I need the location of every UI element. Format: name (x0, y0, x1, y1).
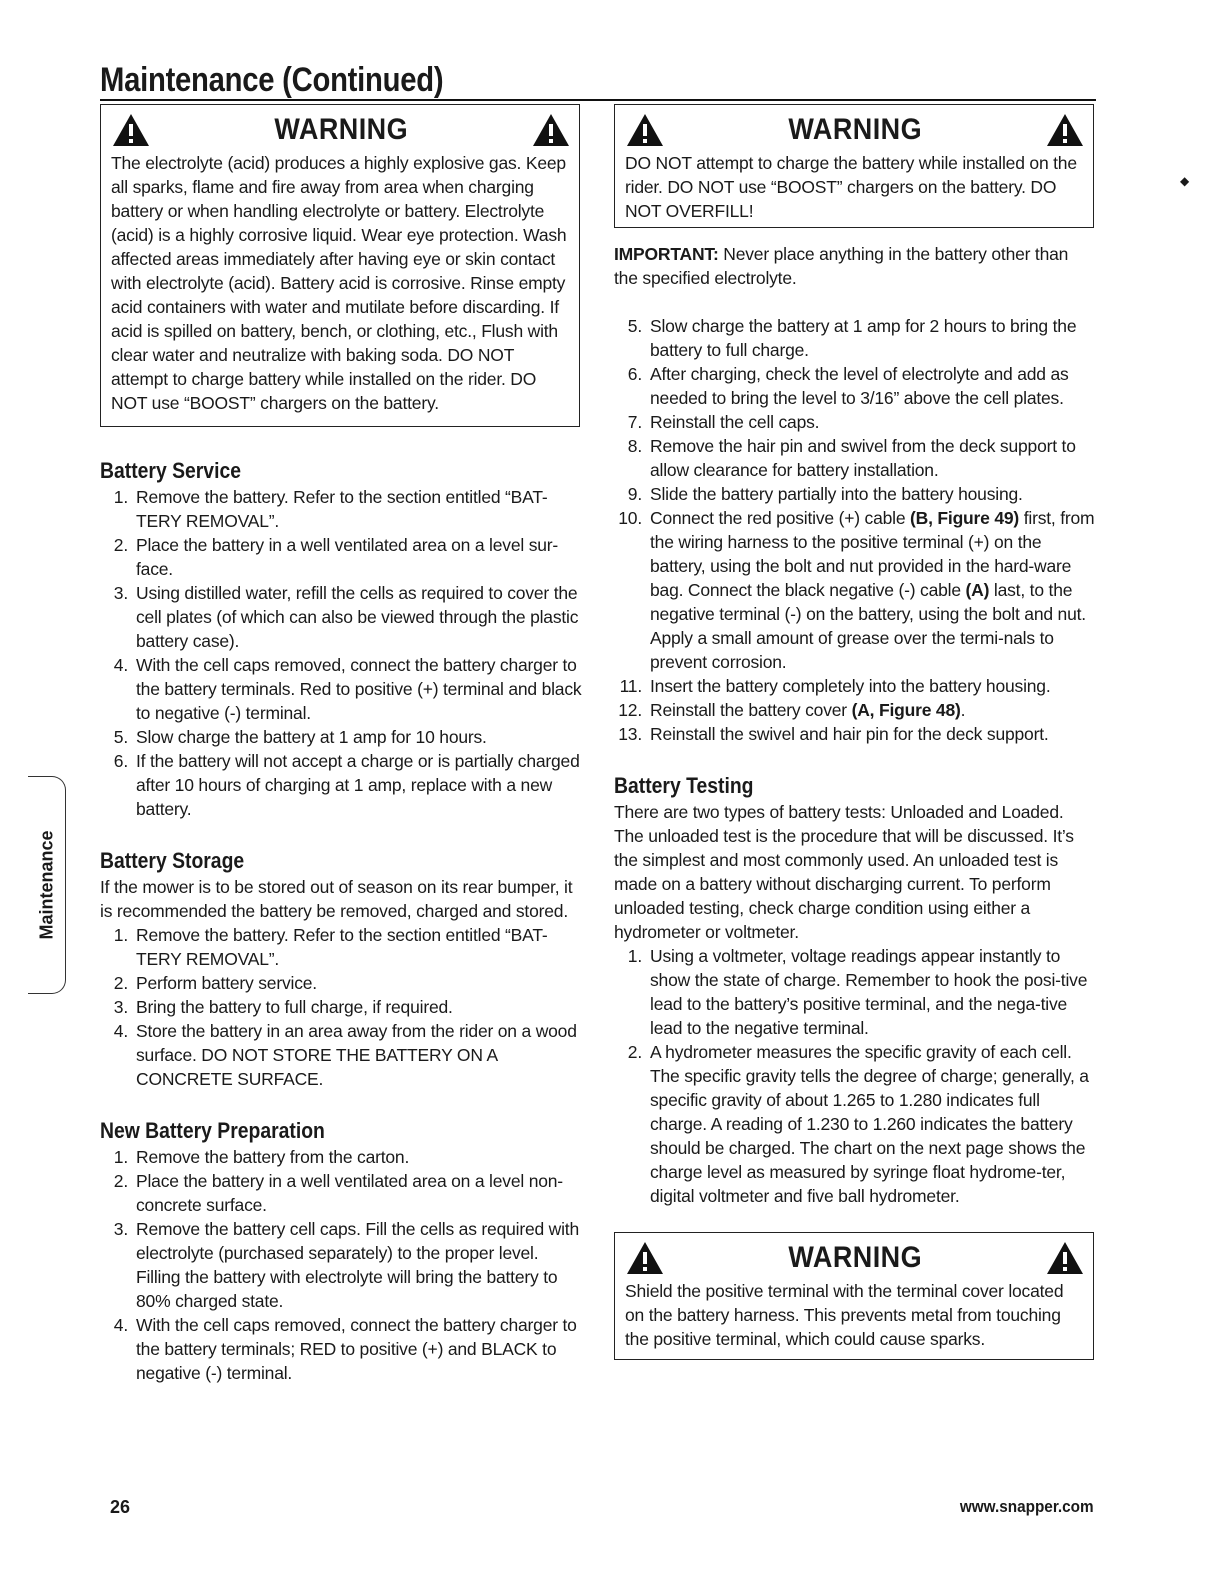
section-heading-battery-storage: Battery Storage (100, 848, 245, 873)
list-item: 8. Remove the hair pin and swivel from the deck support to allow clearance for battery installation. (627, 436, 1076, 480)
list-item: 1. Remove the battery from the carton. (113, 1147, 410, 1167)
right-column (614, 104, 1096, 1360)
left-column (100, 104, 583, 1385)
battery-storage-steps (100, 923, 583, 1091)
list-item: 1. Remove the battery. Refer to the section entitled “BAT-TERY REMOVAL”. (113, 925, 548, 969)
important-label: IMPORTANT: (614, 244, 719, 264)
battery-testing-intro: There are two types of battery tests: Unloaded and Loaded. The unloaded test is the procedure that will be discussed. It’s the simplest and most commonly used. An unloaded test is made on a battery without discharging current. To perform unloaded testing, check charge condition using either a hydrometer or voltmeter. (614, 802, 1074, 942)
section-heading-battery-testing: Battery Testing (614, 773, 754, 798)
warning-box-charging (614, 104, 1094, 228)
list-item: 1. Using a voltmeter, voltage readings appear instantly to show the state of charge. Remember to hook the posi-tive lead to the battery’s positive terminal, and the nega-tive lead to the negative terminal. (627, 946, 1088, 1038)
warning-title: WARNING (788, 1241, 922, 1274)
warning-header (625, 1239, 1085, 1277)
battery-storage-intro: If the mower is to be stored out of season on its rear bumper, it is recommended the battery be removed, charged and stored. (100, 877, 573, 921)
battery-testing-steps (614, 944, 1096, 1208)
footer-url[interactable]: www.snapper.com (960, 1497, 1094, 1516)
battery-service-steps (100, 485, 583, 821)
warning-header (625, 111, 1085, 149)
list-item: 3. Remove the battery cell caps. Fill the cells as required with electrolyte (purchased separately) to the proper level. Filling the battery with electrolyte will bring the battery to 80% charged state. (113, 1219, 579, 1311)
section-heading-battery-service: Battery Service (100, 458, 241, 483)
list-item: 12. Reinstall the battery cover (A, Figure 48). (618, 700, 966, 720)
list-item: 7. Reinstall the cell caps. (627, 412, 820, 432)
list-item: 4. Store the battery in an area away from the rider on a wood surface. DO NOT STORE THE BATTERY ON A CONCRETE SURFACE. (113, 1021, 577, 1089)
charging-steps (614, 314, 1096, 746)
warning-triangle-icon (1045, 1240, 1085, 1276)
page-number: 26 (110, 1497, 131, 1517)
warning-header (111, 111, 571, 149)
list-item: 5. Slow charge the battery at 1 amp for 2 hours to bring the battery to full charge. (627, 316, 1077, 360)
list-item: 3. Using distilled water, refill the cells as required to cover the cell plates (of which can also be viewed through the plastic battery case). (113, 583, 579, 651)
warning-text: The electrolyte (acid) produces a highly explosive gas. Keep all sparks, flame and fire away from area when charging battery or when handling electrolyte or battery. Electrolyte (acid) is a highly corrosive liquid. Wear eye protection. Wash affected areas immediately after having eye or skin contact with electrolyte (acid). Battery acid is corrosive. Rinse empty acid containers with water and mutilate before discarding. If acid is spilled on battery, bench, or clothing, etc., Flush with clear water and neutralize with baking soda. DO NOT attempt to charge battery while installed on the rider. DO NOT use “BOOST” chargers on the battery. (111, 153, 567, 413)
side-tab-label: Maintenance (36, 830, 57, 940)
list-item: 2. Perform battery service. (113, 973, 317, 993)
new-battery-steps (100, 1145, 583, 1385)
list-item: 2. Place the battery in a well ventilated area on a level sur-face. (113, 535, 559, 579)
list-item: 2. A hydrometer measures the specific gravity of each cell. The specific gravity tells the degree of charge; generally, a specific gravity of about 1.265 to 1.280 indicates full charge. A reading of 1.230 to 1.260 indicates the battery should be charged. The chart on the next page shows the charge level as measured by syringe float hydrome-ter, digital voltmeter and five ball hydrometer. (627, 1042, 1089, 1206)
list-item: 4. With the cell caps removed, connect the battery charger to the battery terminals; RED to positive (+) and BLACK to negative (-) terminal. (113, 1315, 577, 1383)
important-text: Never place anything in the battery other than the specified electrolyte. (614, 244, 1069, 288)
warning-title: WARNING (788, 113, 922, 146)
warning-triangle-icon (531, 112, 571, 148)
list-item: 5. Slow charge the battery at 1 amp for 10 hours. (113, 727, 487, 747)
warning-box-electrolyte (100, 104, 580, 427)
list-item: 13. Reinstall the swivel and hair pin for the deck support. (618, 724, 1049, 744)
list-item: 3. Bring the battery to full charge, if required. (113, 997, 453, 1017)
list-item: 6. After charging, check the level of electrolyte and add as needed to bring the level to 3/16” above the cell plates. (627, 364, 1069, 408)
section-heading-new-battery-preparation: New Battery Preparation (100, 1118, 325, 1143)
list-item: 11. Insert the battery completely into the battery housing. (619, 676, 1051, 696)
list-item: 9. Slide the battery partially into the battery housing. (627, 484, 1023, 504)
warning-text: Shield the positive terminal with the terminal cover located on the battery harness. This prevents metal from touching the positive terminal, which could cause sparks. (625, 1281, 1064, 1349)
page-title: Maintenance (Continued) (100, 61, 444, 99)
warning-text: DO NOT attempt to charge the battery while installed on the rider. DO NOT use “BOOST” chargers on the battery. DO NOT OVERFILL! (625, 153, 1077, 221)
warning-title: WARNING (274, 113, 408, 146)
list-item: 1. Remove the battery. Refer to the section entitled “BAT-TERY REMOVAL”. (113, 487, 548, 531)
warning-triangle-icon (111, 112, 151, 148)
warning-triangle-icon (625, 1240, 665, 1276)
important-note (614, 242, 1096, 290)
list-item: 4. With the cell caps removed, connect the battery charger to the battery terminals. Red to positive (+) terminal and black to negative (-) terminal. (113, 655, 582, 723)
list-item: 10. Connect the red positive (+) cable (B, Figure 49) first, from the wiring harness to the positive terminal (+) on the battery, using the bolt and nut provided in the hard-ware bag. Connect the black negative (-) cable (A) last, to the negative terminal (-) on the battery, using the bolt and nut. Apply a small amount of grease over the termi-nals to prevent corrosion. (618, 508, 1095, 672)
warning-triangle-icon (1045, 112, 1085, 148)
title-rule (100, 99, 1096, 101)
warning-box-terminal (614, 1232, 1094, 1360)
warning-triangle-icon (625, 112, 665, 148)
bullet-mark: ◆ (1180, 174, 1190, 188)
list-item: 2. Place the battery in a well ventilated area on a level non-concrete surface. (113, 1171, 563, 1215)
list-item: 6. If the battery will not accept a charge or is partially charged after 10 hours of charging at 1 amp, replace with a new battery. (113, 751, 580, 819)
